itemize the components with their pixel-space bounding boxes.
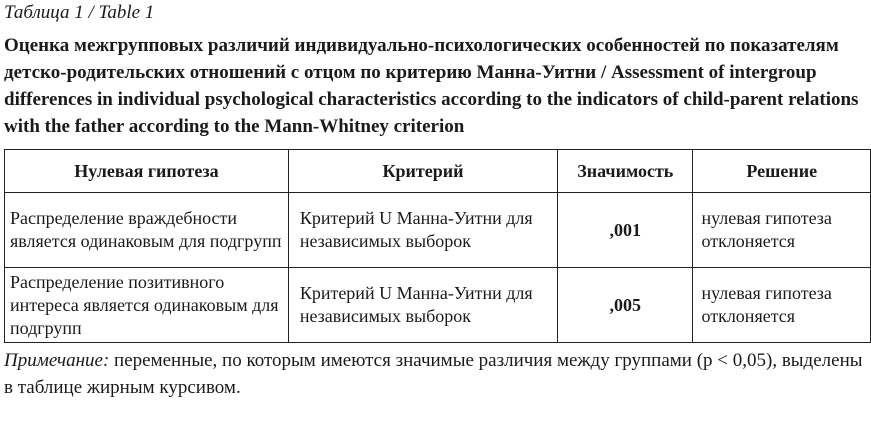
table-header-row (5, 150, 871, 193)
header-significance: Значимость (558, 150, 693, 193)
table-label: Таблица 1 / Table 1 (4, 2, 155, 23)
header-hypothesis: Нулевая гипотеза (5, 150, 289, 193)
note-text: переменные, по которым имеются значимые различия между группами (p < 0,05), выделены в таблице жирным курсивом. (4, 350, 863, 398)
cell-criterion: Критерий U Манна-Уитни для независимых выборок (288, 193, 557, 268)
table-note (4, 347, 864, 401)
cell-decision: нулевая гипотеза отклоняется (693, 268, 871, 343)
header-criterion: Критерий (288, 150, 557, 193)
table-row (5, 193, 871, 268)
results-table (4, 149, 871, 343)
cell-significance: ,005 (558, 268, 693, 343)
note-label: Примечание: (4, 350, 110, 371)
cell-decision: нулевая гипотеза отклоняется (693, 193, 871, 268)
cell-hypothesis: Распределение враждебности является одинаковым для подгрупп (5, 193, 289, 268)
table-row (5, 268, 871, 343)
cell-criterion: Критерий U Манна-Уитни для независимых выборок (288, 268, 557, 343)
header-decision: Решение (693, 150, 871, 193)
cell-hypothesis: Распределение позитивного интереса является одинаковым для подгрупп (5, 268, 289, 343)
table-title: Оценка межгрупповых различий индивидуально-психологических особенностей по показателям детско-родительских отношений с отцом по критерию Манна-Уитни / Assessment of intergroup differences in individual psychological characteristics according to the indicators of child-parent relations with the father according to the Mann-Whitney criterion (4, 35, 859, 137)
cell-significance: ,001 (558, 193, 693, 268)
